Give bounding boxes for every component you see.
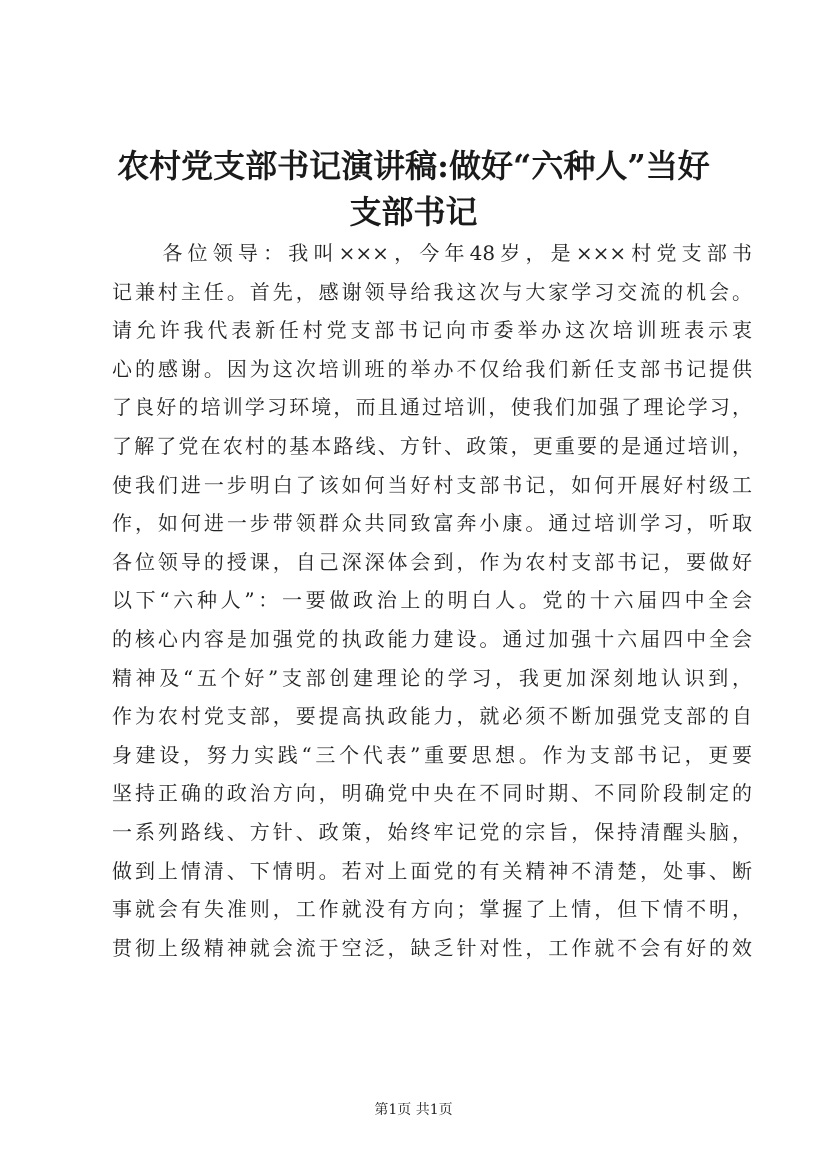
body-line: 事就会有失准则，工作就没有方向；掌握了上情，但下情不明， xyxy=(112,897,752,922)
body-line: 作为农村党支部，要提高执政能力，就必须不断加强党支部的自 xyxy=(112,704,752,729)
body-line: 使我们进一步明白了该如何当好村支部书记，如何开展好村级工 xyxy=(112,472,752,497)
body-line: 请允许我代表新任村党支部书记向市委举办这次培训班表示衷 xyxy=(112,318,752,343)
body-line: 的核心内容是加强党的执政能力建设。通过加强十六届四中全会 xyxy=(112,626,752,651)
body-line: 贯彻上级精神就会流于空泛，缺乏针对性，工作就不会有好的效 xyxy=(112,935,752,960)
body-line: 身建设，努力实践“三个代表”重要思想。作为支部书记，更要 xyxy=(112,742,752,767)
body-line: 坚持正确的政治方向，明确党中央在不同时期、不同阶段制定的 xyxy=(112,781,752,806)
body-line: 各位领导：我叫×××，今年48岁，是×××村党支部书 xyxy=(112,241,752,265)
body-line: 作，如何进一步带领群众共同致富奔小康。通过培训学习，听取 xyxy=(112,511,752,536)
body-line: 心的感谢。因为这次培训班的举办不仅给我们新任支部书记提供 xyxy=(112,356,752,381)
page-footer: 第1页 共1页 xyxy=(374,1102,453,1118)
document-title xyxy=(95,143,732,235)
body-line: 以下“六种人”：一要做政治上的明白人。党的十六届四中全会 xyxy=(112,588,752,613)
title-line-2: 支部书记 xyxy=(349,193,478,231)
body-line: 了解了党在农村的基本路线、方针、政策，更重要的是通过培训， xyxy=(112,433,752,458)
body-line: 一系列路线、方针、政策，始终牢记党的宗旨，保持清醒头脑， xyxy=(112,819,752,844)
body-line: 记兼村主任。首先，感谢领导给我这次与大家学习交流的机会。 xyxy=(112,279,752,304)
body-line: 做到上情清、下情明。若对上面党的有关精神不清楚，处事、断 xyxy=(112,858,752,883)
body-line: 精神及“五个好”支部创建理论的学习，我更加深刻地认识到， xyxy=(112,665,752,690)
title-line-1: 农村党支部书记演讲稿:做好“六种人”当好 xyxy=(117,147,710,185)
body-line: 了良好的培训学习环境，而且通过培训，使我们加强了理论学习， xyxy=(112,395,752,420)
document-body xyxy=(112,234,752,967)
body-line: 各位领导的授课，自己深深体会到，作为农村支部书记，要做好 xyxy=(112,549,752,574)
